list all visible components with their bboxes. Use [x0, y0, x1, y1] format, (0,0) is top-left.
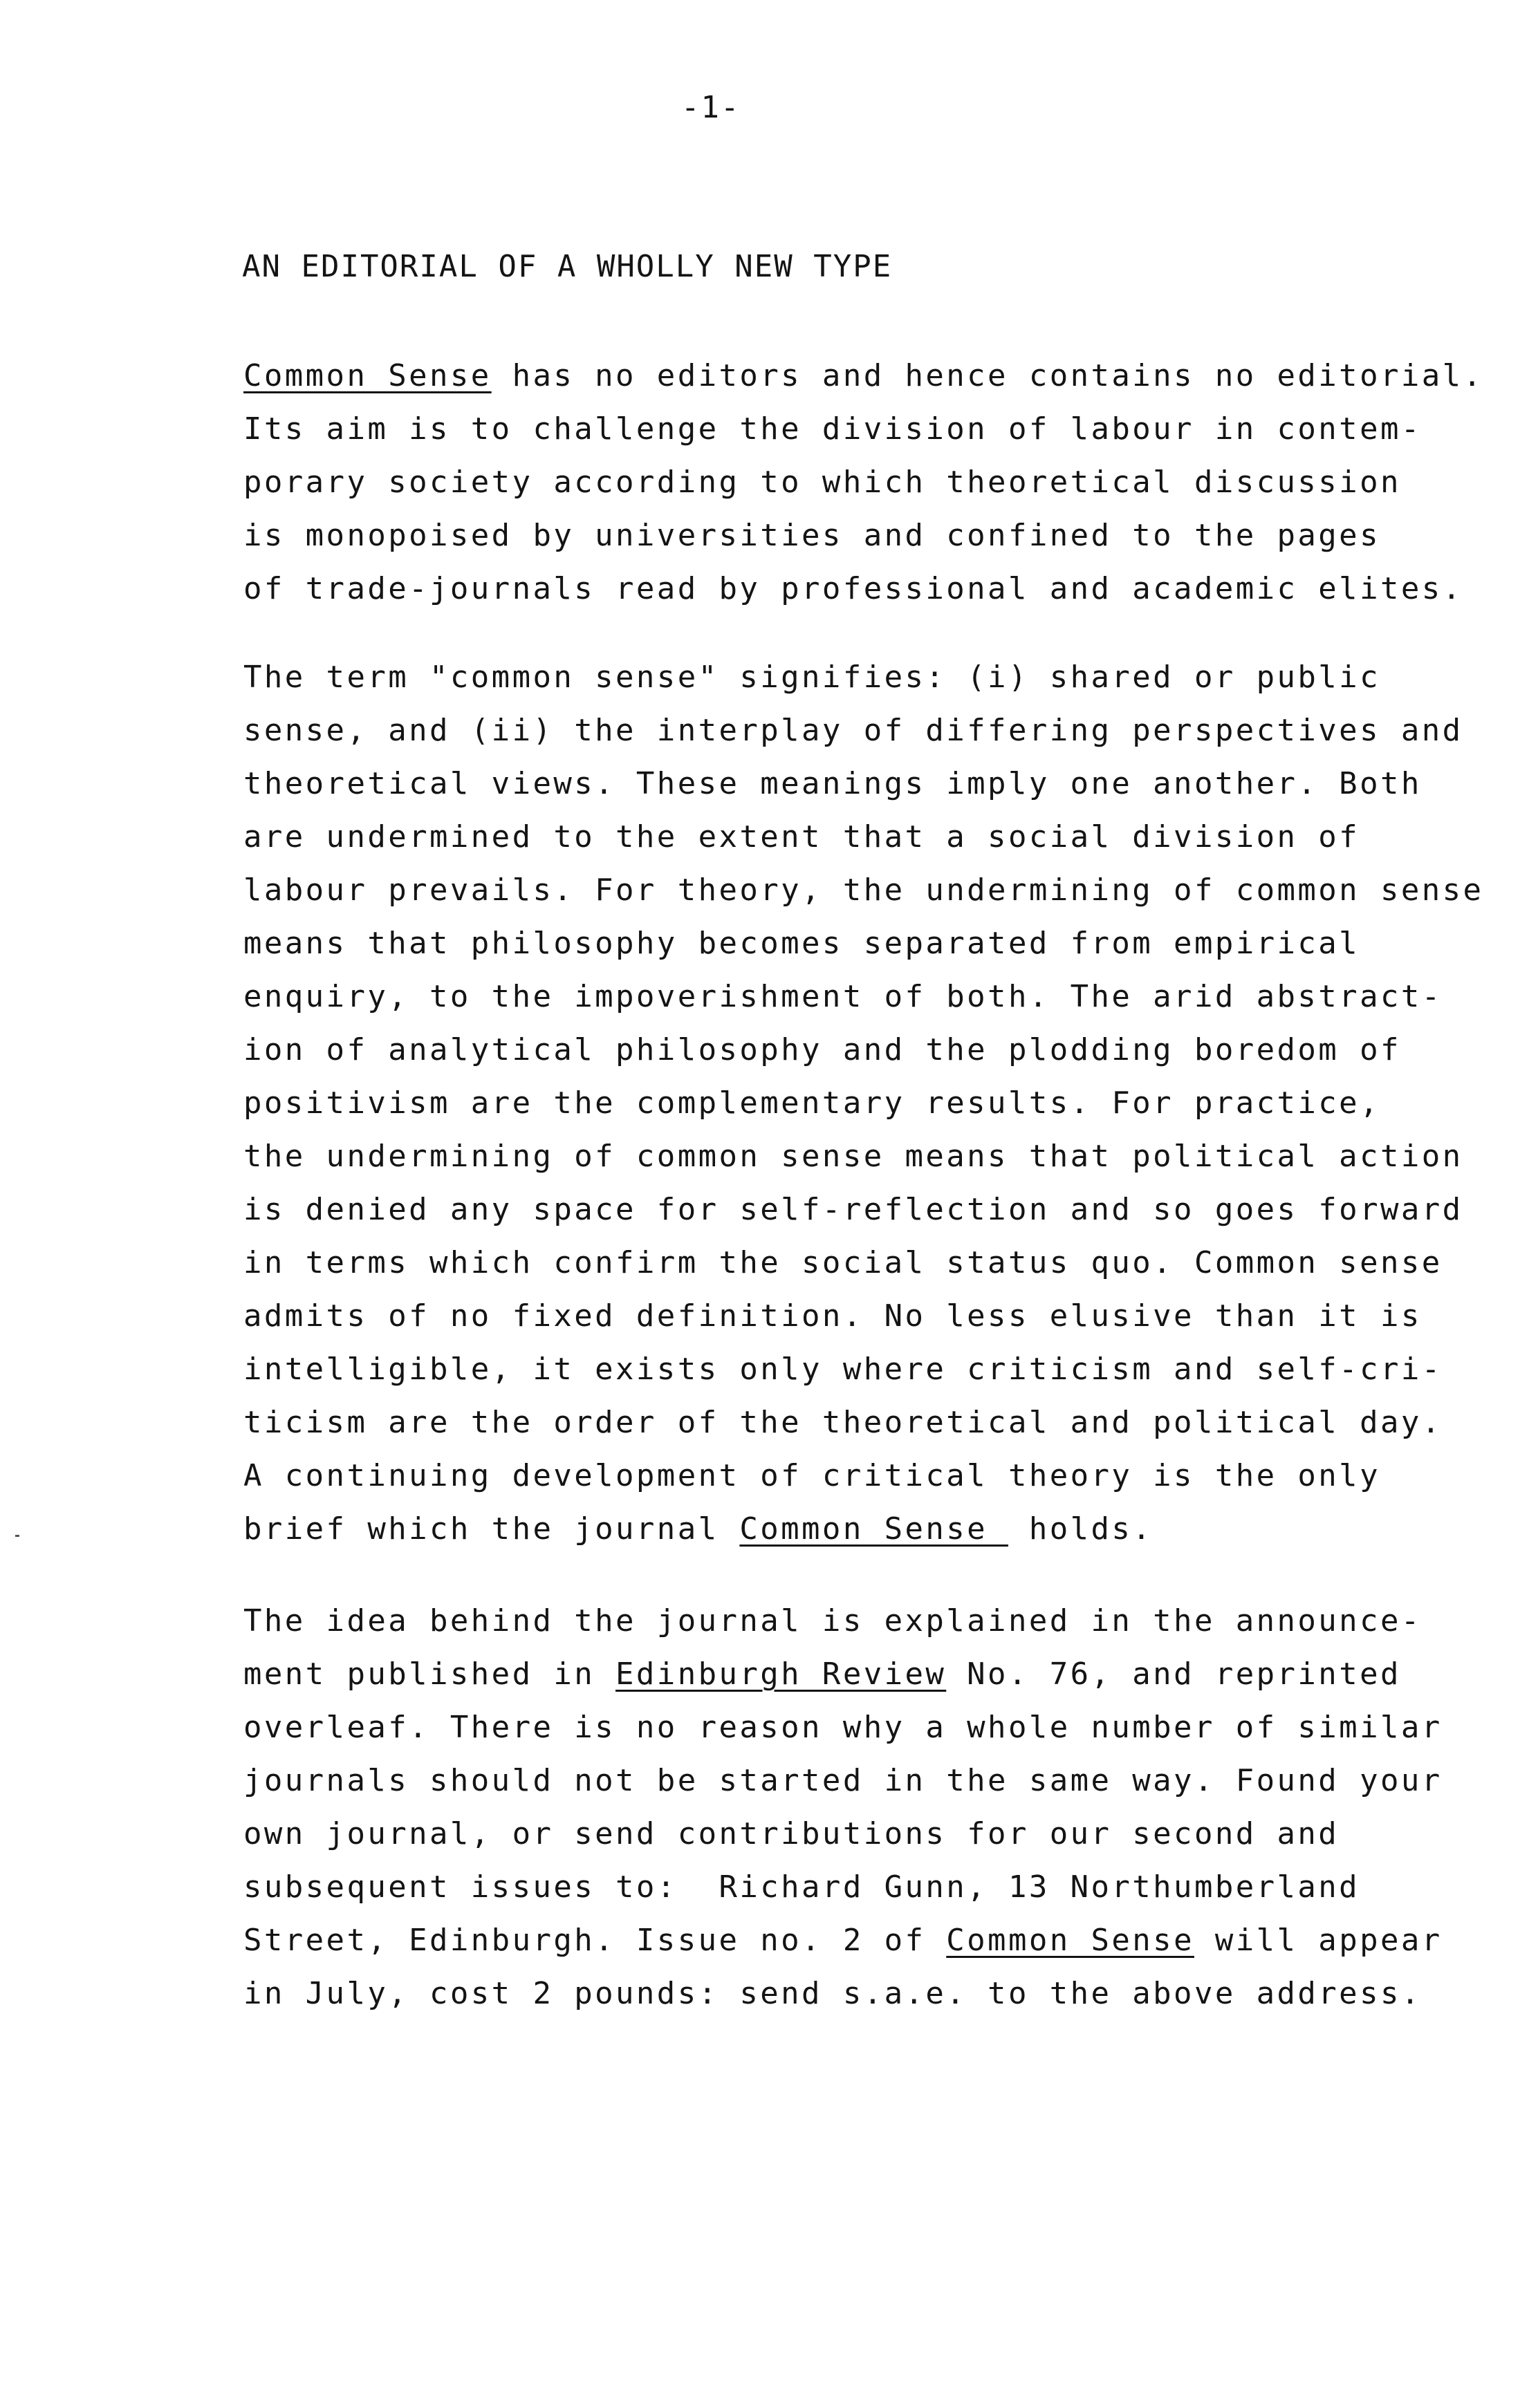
- text-line: theoretical views. These meanings imply one another. Both: [243, 766, 1422, 801]
- text-line: The idea behind the journal is explained in the announce-: [243, 1603, 1422, 1639]
- text-line: enquiry, to the impoverishment of both. The arid abstract-: [243, 979, 1443, 1014]
- text-line: sense, and (ii) the interplay of differing perspectives and: [243, 713, 1463, 748]
- page-title: AN EDITORIAL OF A WHOLLY NEW TYPE: [242, 249, 893, 284]
- text-line: means that philosophy becomes separated from empirical: [243, 926, 1360, 961]
- review-title-underlined: Edinburgh Review: [615, 1656, 947, 1692]
- text-line: admits of no fixed definition. No less elusive than it is: [243, 1298, 1422, 1334]
- line-text: No. 76, and reprinted: [946, 1656, 1401, 1692]
- paragraph-1: [243, 349, 1483, 615]
- text-line: The term "common sense" signifies: (i) shared or public: [243, 660, 1380, 695]
- text-line: intelligible, it exists only where criticism and self-cri-: [243, 1352, 1443, 1387]
- line-text: ment published in: [243, 1656, 616, 1692]
- text-line: the undermining of common sense means that political action: [243, 1139, 1463, 1174]
- text-line: [243, 1648, 1443, 1701]
- journal-title-underlined: Common Sense: [243, 358, 492, 393]
- text-line: ticism are the order of the theoretical and political day.: [243, 1405, 1443, 1440]
- text-line: Its aim is to challenge the division of labour in contem-: [243, 411, 1422, 447]
- line-text: Street, Edinburgh. Issue no. 2 of: [243, 1923, 947, 1958]
- text-line: porary society according to which theoretical discussion: [243, 465, 1401, 500]
- line-text: holds.: [1008, 1511, 1154, 1547]
- text-line: labour prevails. For theory, the undermining of common sense: [243, 872, 1484, 908]
- text-line: in July, cost 2 pounds: send s.a.e. to the above address.: [243, 1976, 1422, 2011]
- paragraph-2: [243, 651, 1483, 1556]
- text-line: positivism are the complementary results. For practice,: [243, 1085, 1380, 1121]
- scan-speck: [15, 1535, 19, 1537]
- text-line: subsequent issues to: Richard Gunn, 13 Northumberland: [243, 1869, 1360, 1905]
- text-line: journals should not be started in the same way. Found your: [243, 1763, 1443, 1798]
- line-text: has no editors and hence contains no editorial.: [491, 358, 1484, 393]
- journal-title-underlined: Common Sense: [739, 1511, 1008, 1547]
- paragraph-3: [243, 1594, 1443, 2020]
- text-line: overleaf. There is no reason why a whole number of similar: [243, 1710, 1443, 1745]
- text-line: in terms which confirm the social status quo. Common sense: [243, 1245, 1443, 1280]
- line-text: brief which the journal: [243, 1511, 740, 1547]
- text-line: is monopoised by universities and confined to the pages: [243, 518, 1380, 553]
- text-line: [243, 1502, 1483, 1556]
- text-line: [243, 1914, 1443, 1967]
- text-line: A continuing development of critical theory is the only: [243, 1458, 1380, 1493]
- text-line: ion of analytical philosophy and the plodding boredom of: [243, 1032, 1401, 1067]
- journal-title-underlined: Common Sense: [946, 1923, 1194, 1958]
- page-number: -1-: [681, 90, 741, 125]
- text-line: are undermined to the extent that a social division of: [243, 819, 1360, 855]
- text-line: of trade-journals read by professional and academic elites.: [243, 571, 1463, 606]
- line-text: will appear: [1194, 1923, 1443, 1958]
- text-line: is denied any space for self-reflection and so goes forward: [243, 1192, 1463, 1227]
- text-line: own journal, or send contributions for our second and: [243, 1816, 1340, 1851]
- text-line: [243, 349, 1483, 402]
